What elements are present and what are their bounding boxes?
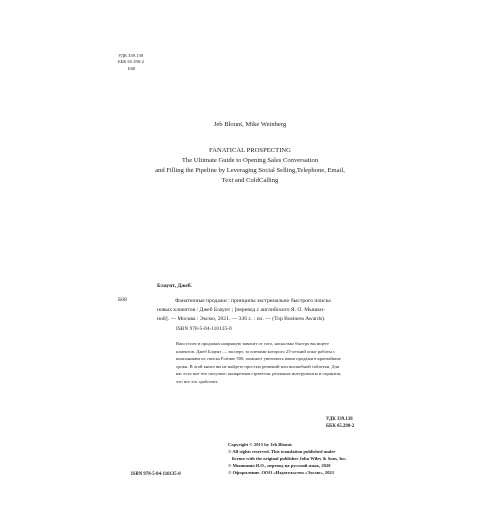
annotation-text	[176, 340, 370, 385]
udk-code: УДК 339.138	[118, 53, 144, 58]
biblio-line-2: новых клиентов / Джеб Блаунт ; [перевод с английского Я. О. Мышки-	[157, 307, 325, 313]
copyright-line-2: © All rights reserved. This translation published under	[228, 449, 336, 454]
original-title: FANATICAL PROSPECTING	[209, 147, 291, 154]
catalog-isbn: ISBN 978-5-04-110135-0	[176, 326, 232, 332]
subtitle-line-1: The Ultimate Guide to Opening Sales Conversation	[181, 157, 319, 164]
copyright-block	[228, 441, 398, 476]
authors-line: Jeb Blount, Mike Weinberg	[213, 121, 287, 128]
original-title-block	[60, 146, 440, 186]
catalog-code: Б68	[118, 297, 127, 303]
copyright-line-1: Copyright © 2015 by Jeb Blount.	[228, 442, 293, 447]
classification-codes	[118, 53, 144, 72]
author-sign-code: Б68	[128, 65, 136, 71]
annotation-line-2: клиентов. Джеб Блаунт — эксперт, за плечами которого 25-летний опыт работы с	[176, 348, 336, 354]
annotation-line-3: компаниями из списка Fortune 500, поможет увеличить ваши продажи в кратчайшие	[176, 356, 341, 361]
subtitle-line-2: and Filling the Pipeline by Leveraging Social Selling,Telephone, Email,	[155, 167, 345, 174]
annotation-line-6: что все это сработает.	[176, 378, 219, 384]
udc-bbk-right	[326, 416, 370, 430]
udk-right: УДК 339.138	[326, 417, 353, 422]
isbn-bottom: ISBN 978-5-04-110135-0	[131, 472, 181, 477]
annotation-line-4: сроки. В этой книге вы не найдете простых решений или волшебной таблетки. Для	[176, 363, 340, 369]
copyright-line-4: © Мышкина Я.О., перевод на русский язык, 2020	[228, 463, 331, 468]
bbk-code: ББК 65.290-2	[118, 59, 144, 65]
catalog-author-heading: Блаунт, Джеб.	[157, 283, 192, 289]
biblio-line-1: Фанатичные продажи : принципы экстремально быстрого поиска	[175, 298, 331, 304]
subtitle-line-3: Text and ColdCalling	[221, 177, 279, 184]
copyright-line-3: license with the original publisher John Wiley & Sons, Inc.	[232, 456, 347, 461]
bibliographic-description	[157, 297, 367, 324]
bbk-right: ББК 65.290-2	[326, 424, 355, 429]
annotation-line-5: вас есть кое-что получше: конкретная стратегия, реальные инструменты и гарантия,	[176, 371, 341, 376]
copyright-line-5: © Оформление. ООО «Издательство «Эксмо», 2021	[228, 470, 335, 475]
annotation-line-1: Ваш успех в продажах напрямую зависит от того, насколько быстро вы ищете	[176, 341, 329, 346]
biblio-line-3: ной]. — Москва : Эксмо, 2021. — 336 с. : ил. — (Top Business Awards).	[157, 316, 326, 322]
